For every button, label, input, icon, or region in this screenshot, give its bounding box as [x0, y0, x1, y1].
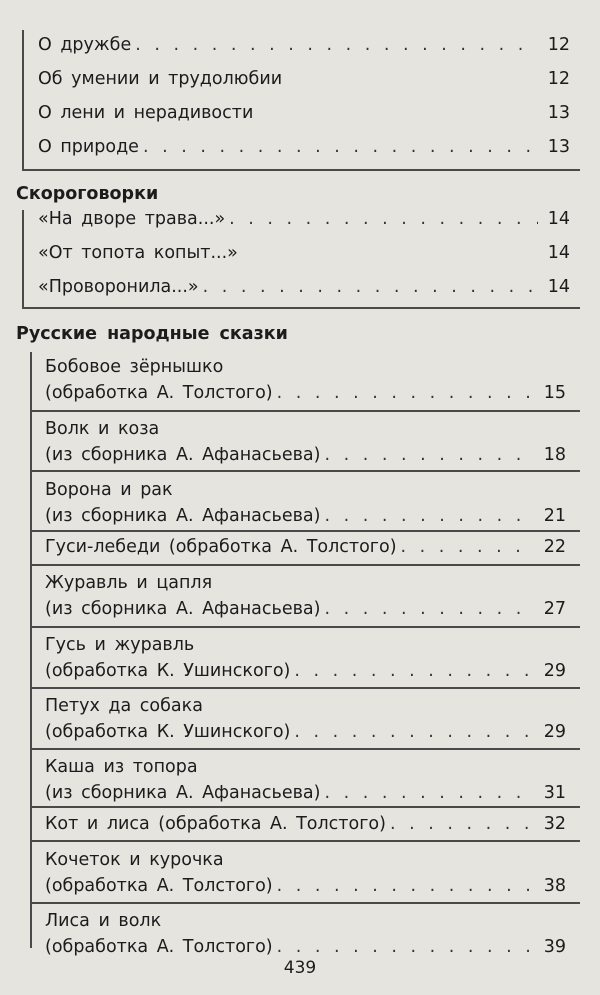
toc-entry-fairy-tale-1[interactable]	[45, 416, 566, 468]
section-heading-tongue-twisters: Скороговорки	[16, 184, 159, 204]
entry-title: О дружбе	[38, 35, 132, 55]
entry-title: О природе	[38, 137, 139, 157]
fairy-tale-separator	[30, 626, 580, 628]
entry-title-line1: Каша из топора	[45, 757, 198, 777]
entry-page: 15	[543, 383, 566, 403]
entry-title-line1: Кочеток и курочка	[45, 850, 224, 870]
page-number: 439	[283, 958, 317, 978]
toc-entry-fairy-tale-9[interactable]	[45, 847, 566, 899]
entry-title-line2: (обработка К. Ушинского)	[45, 722, 291, 742]
leader-dots	[294, 658, 534, 684]
toc-entry-fairy-tale-5[interactable]	[45, 632, 566, 684]
entry-title-line1: Бобовое зёрнышко	[45, 357, 224, 377]
leader-dots	[294, 719, 534, 745]
entry-title-line2: Гуси-лебеди (обработка А. Толстого)	[45, 537, 397, 557]
entry-page: 13	[547, 103, 570, 123]
toc-entry-proverbs-1[interactable]	[38, 66, 570, 92]
entry-title: «На дворе трава...»	[38, 209, 226, 229]
fairy-tale-separator	[30, 748, 580, 750]
entry-title-line2: (из сборника А. Афанасьева)	[45, 783, 321, 803]
entry-title-line2: (обработка А. Толстого)	[45, 876, 273, 896]
leader-dots	[324, 780, 534, 806]
tongue-twisters-bracket-bottom	[22, 307, 580, 309]
toc-entry-fairy-tale-10[interactable]	[45, 908, 566, 960]
leader-dots	[143, 134, 538, 160]
entry-page: 38	[543, 876, 566, 896]
entry-page: 18	[543, 445, 566, 465]
toc-entry-fairy-tale-2[interactable]	[45, 477, 566, 529]
entry-title: О лени и нерадивости	[38, 103, 254, 123]
fairy-tale-separator	[30, 530, 580, 532]
entry-page: 14	[547, 243, 570, 263]
entry-title-line1: Волк и коза	[45, 419, 160, 439]
leader-dots	[324, 442, 534, 468]
entry-title-line1: Ворона и рак	[45, 480, 173, 500]
fairy-tale-separator	[30, 840, 580, 842]
entry-page: 29	[543, 661, 566, 681]
entry-title-line2: (из сборника А. Афанасьева)	[45, 445, 321, 465]
toc-entry-proverbs-0[interactable]	[38, 32, 570, 58]
entry-title-line2: Кот и лиса (обработка А. Толстого)	[45, 814, 386, 834]
toc-entry-proverbs-3[interactable]	[38, 134, 570, 160]
leader-dots	[135, 32, 538, 58]
toc-entry-fairy-tale-0[interactable]	[45, 354, 566, 406]
entry-title-line1: Журавль и цапля	[45, 573, 213, 593]
entry-title-line2: (обработка К. Ушинского)	[45, 661, 291, 681]
leader-dots	[229, 206, 538, 232]
fairy-tale-separator	[30, 687, 580, 689]
entry-page: 31	[543, 783, 566, 803]
leader-dots	[277, 873, 534, 899]
toc-entry-fairy-tale-3[interactable]	[45, 534, 566, 560]
entry-title: Об умении и трудолюбии	[38, 69, 283, 89]
leader-dots	[277, 934, 534, 960]
entry-title-line2: (обработка А. Толстого)	[45, 937, 273, 957]
fairy-tale-separator	[30, 902, 580, 904]
toc-entry-fairy-tale-4[interactable]	[45, 570, 566, 622]
toc-entry-twister-1[interactable]	[38, 240, 570, 266]
entry-page: 14	[547, 277, 570, 297]
fairy-tale-separator	[30, 410, 580, 412]
entry-page: 14	[547, 209, 570, 229]
entry-title: «От топота копыт...»	[38, 243, 238, 263]
section-heading-fairy-tales: Русские народные сказки	[16, 324, 288, 344]
leader-dots	[390, 811, 534, 837]
entry-title-line2: (обработка А. Толстого)	[45, 383, 273, 403]
toc-entry-twister-2[interactable]	[38, 274, 570, 300]
fairy-tale-separator	[30, 806, 580, 808]
entry-title: «Проворонила...»	[38, 277, 199, 297]
leader-dots	[324, 596, 534, 622]
toc-entry-twister-0[interactable]	[38, 206, 570, 232]
entry-title-line2: (из сборника А. Афанасьева)	[45, 506, 321, 526]
entry-page: 29	[543, 722, 566, 742]
tongue-twisters-bracket-vertical	[22, 210, 24, 308]
toc-entry-fairy-tale-6[interactable]	[45, 693, 566, 745]
entry-title-line1: Гусь и журавль	[45, 635, 195, 655]
entry-page: 13	[547, 137, 570, 157]
fairy-tale-separator	[30, 470, 580, 472]
leader-dots	[203, 274, 538, 300]
entry-page: 21	[543, 506, 566, 526]
toc-entry-fairy-tale-8[interactable]	[45, 811, 566, 837]
fairy-tale-separator	[30, 564, 580, 566]
entry-title-line1: Петух да собака	[45, 696, 203, 716]
leader-dots	[277, 380, 534, 406]
toc-entry-proverbs-2[interactable]	[38, 100, 570, 126]
toc-entry-fairy-tale-7[interactable]	[45, 754, 566, 806]
entry-title-line1: Лиса и волк	[45, 911, 162, 931]
proverbs-bracket-bottom	[22, 169, 580, 171]
entry-page: 32	[543, 814, 566, 834]
entry-title-line2: (из сборника А. Афанасьева)	[45, 599, 321, 619]
proverbs-bracket-vertical	[22, 30, 24, 170]
entry-page: 12	[547, 35, 570, 55]
fairy-tales-bracket-vertical	[30, 352, 32, 948]
entry-page: 22	[543, 537, 566, 557]
entry-page: 39	[543, 937, 566, 957]
entry-page: 12	[547, 69, 570, 89]
leader-dots	[324, 503, 534, 529]
leader-dots	[401, 534, 534, 560]
entry-page: 27	[543, 599, 566, 619]
